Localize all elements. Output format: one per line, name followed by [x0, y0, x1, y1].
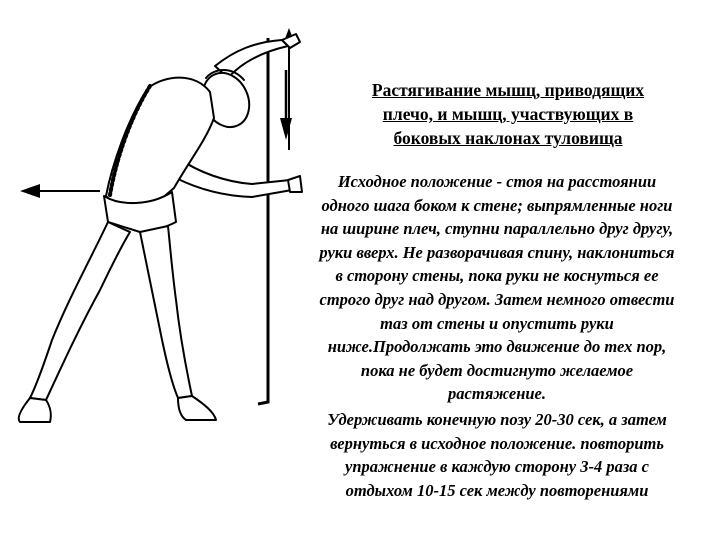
- hold-line: вернуться в исходное положение. повторить: [330, 433, 664, 453]
- person-figure: [19, 34, 302, 422]
- instructions-paragraph: [277, 170, 717, 406]
- wall-line: [258, 38, 268, 404]
- hold-line: отдыхом 10-15 сек между повторениями: [345, 480, 649, 500]
- instruction-line: строго друг над другом. Затем немного отвести: [319, 289, 675, 309]
- instruction-line: на ширине плеч, ступни параллельно друг другу,: [320, 219, 674, 239]
- instruction-line: таз от стены и опустить руки: [380, 313, 614, 333]
- instruction-line: Исходное положение - стоя на расстоянии: [337, 172, 657, 191]
- instruction-line: ниже.Продолжать это движение до тех пор,: [327, 337, 667, 357]
- hold-line: упражнение в каждую сторону 3-4 раза с: [345, 457, 649, 477]
- exercise-title: [318, 78, 698, 150]
- instruction-line: в сторону стены, пока руки не коснуться ее: [335, 266, 659, 286]
- instruction-line: руки вверх. Не разворачивая спину, наклониться: [319, 242, 675, 262]
- hold-paragraph: [277, 408, 717, 502]
- instruction-line: одного шага боком к стене; выпрямленные ноги: [321, 195, 673, 215]
- down-arrow-icon: [280, 70, 292, 140]
- title-line: плечо, и мышц, участвующих в: [382, 104, 634, 124]
- instruction-line: растяжение.: [448, 384, 546, 404]
- title-line: боковых наклонах туловища: [393, 128, 623, 148]
- title-line: Растягивание мышц, приводящих: [371, 80, 645, 100]
- left-arrow-icon: [20, 184, 100, 198]
- hold-line: Удерживать конечную позу 20-30 сек, а затем: [327, 410, 667, 429]
- instruction-line: пока не будет достигнуто желаемое: [360, 360, 634, 380]
